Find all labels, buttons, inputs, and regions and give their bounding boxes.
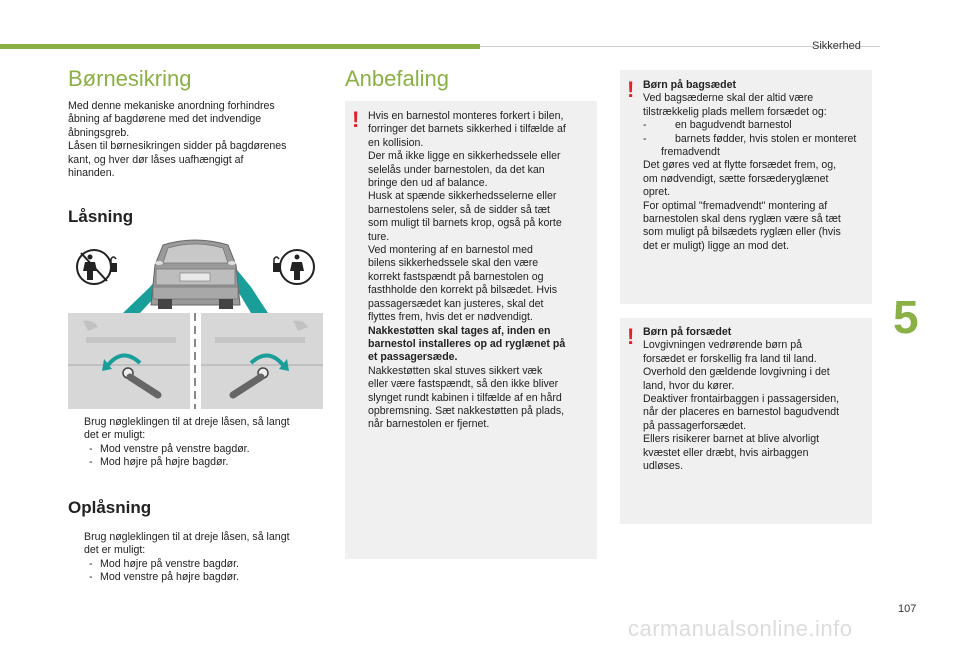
rear-seat-text: Børn på bagsædet Ved bagsæderne skal der altid være tilstrækkelig plads mellem forsædet og: - en bagudvendt barnestol - barnets fødder, hvis stolen er monteret fremadvendt Det gøres ved at flytte forsædet frem, og, om nødvendigt, sætte forsæderyglænet opret. For optimal "fremadvendt" montering af barnestolen skal dens ryglæn være så tæt som muligt på bilsædets ryglæn eller (hvis det er muligt) ligge an mod det.	[643, 79, 857, 252]
warning-icon: !	[627, 77, 635, 102]
page-title: Børnesikring	[68, 66, 192, 91]
chapter-number: 5	[893, 291, 919, 343]
watermark: carmanualsonline.info	[628, 616, 853, 641]
recommendation-title: Anbefaling	[345, 66, 449, 91]
recommendation-text: Hvis en barnestol monteres forkert i bilen, forringer det barnets sikkerhed i tilfælde af en kollision. Der må ikke ligge en sikkerhedssele eller selelås under barnestolen, da det kan bringe den ud af balance. Husk at spænde sikkerhedsselerne eller barnestolens seler, så de sidder så tæt som muligt til barnets krop, også på korte ture. Ved montering af en barnestol med bilens sikkerhedssele skal den være korrekt fastspændt på barnestolen og fasthholde den korrekt på bilsædet. Hvis passagersædet kan justeres, skal det flyttes frem, hvis det er nødvendigt. Nakkestøtten skal tages af, inden en barnestol installeres op ad ryglænet på et passagersæde. Nakkestøtten skal stuves sikkert væk eller være fastspændt, så den ikke bliver slynget rundt kabinen i tilfælde af en hård opbremsning. Sæt nakkestøtten på plads, når barnestolen er fjernet.	[368, 110, 566, 431]
child-lock-illustration	[68, 235, 323, 409]
locking-heading: Låsning	[68, 207, 134, 226]
unlocking-instructions: Brug nøgleklingen til at dreje låsen, så langt det er muligt: - Mod højre på venstre bagdør. - Mod venstre på højre bagdør.	[84, 531, 290, 584]
left-door-panel	[68, 313, 190, 409]
front-seat-text: Børn på forsædet Lovgivningen vedrørende børn på forsædet er forskellig fra land til land. Overhold den gældende lovgivning i det land, hvor du kører. Deaktiver frontairbaggen i passagersiden, når der placeres en barnestol bagudvendt på passagerforsædet. Ellers risikerer barnet at blive alvorligt kvæstet eller dræbt, hvis airbaggen udløses.	[643, 326, 840, 473]
header-accent-bar	[0, 44, 480, 49]
warning-icon: !	[627, 324, 635, 349]
child-lock-right-icon	[273, 250, 314, 284]
locking-instructions: Brug nøgleklingen til at dreje låsen, så langt det er muligt: - Mod venstre på venstre bagdør. - Mod højre på højre bagdør.	[84, 416, 290, 469]
page-number: 107	[898, 603, 917, 615]
unlocking-heading: Oplåsning	[68, 498, 152, 517]
intro-text: Med denne mekaniske anordning forhindres åbning af bagdørene med det indvendige åbningsgreb. Låsen til børnesikringen sidder på bagdørenes kant, og hver dør låses uafhængigt af hinanden.	[68, 100, 287, 180]
section-label: Sikkerhed	[812, 40, 861, 52]
child-lock-left-icon	[77, 250, 117, 284]
warning-icon: !	[352, 107, 360, 132]
right-door-panel	[201, 313, 323, 409]
car-rear-icon	[151, 240, 240, 309]
